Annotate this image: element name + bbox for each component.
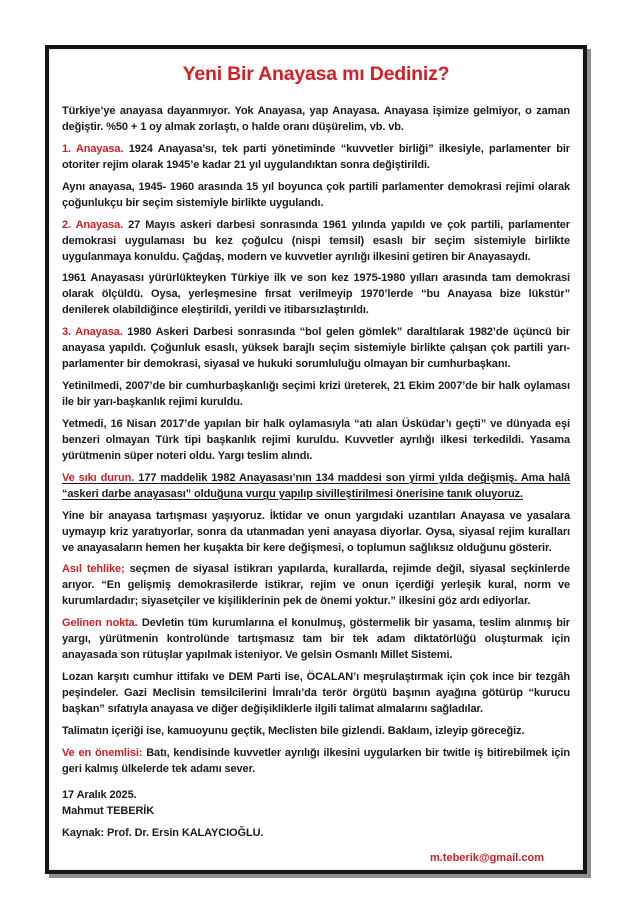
- paragraph-yetmedi: [62, 417, 570, 465]
- paragraph-text: Batı, kendisinde kuvvetler ayrılığı ilkesini uygularken bir twitle iş bitirebilmek için geri kalmış ülkelerde tek adamı sever.: [62, 746, 570, 775]
- paragraph-lozan-karsiti: [62, 670, 570, 718]
- page-title: Yeni Bir Anayasa mı Dediniz?: [182, 63, 450, 85]
- footer-author: Mahmut TEBERİK: [62, 804, 155, 817]
- footer-email: m.teberik@gmail.com: [429, 851, 544, 864]
- paragraph-lead: 3. Anayasa.: [62, 326, 123, 339]
- paragraph-text: Türkiye’ye anayasa dayanmıyor. Yok Anayasa, yap Anayasa. Anayasa işimize gelmiyor, o zaman değiştir. %50 + 1 oy almak zorlaştı, o halde oranı düşürelim, vb. vb.: [62, 105, 570, 133]
- paragraph-yetinilmedi: [62, 379, 570, 411]
- paragraph-text: 1924 Anayasa’sı, tek parti yönetiminde “kuvvetler birliği” ilkesiyle, parlamenter bir otoriter rejim olarak 1945’e kadar 21 yıl uygulandıktan sonra değiştirildi.: [62, 142, 570, 171]
- paragraph-text: Aynı anayasa, 1945- 1960 arasında 15 yıl boyunca çok partili parlamenter demokrasi rejimi olarak çoğunlukçu bir seçim sistemiyle birlikte uygulandı.: [62, 180, 570, 209]
- footer-source: Kaynak: Prof. Dr. Ersin KALAYCIOĞLU.: [62, 826, 264, 839]
- paragraph-text: Yetinilmedi, 2007’de bir cumhurbaşkanlığı seçimi krizi üreterek, 21 Ekim 2007’de bir halk oylaması ile bir yarı-başkanlık rejimi kuruldu.: [62, 380, 570, 408]
- footer-date: 17 Aralık 2025.: [62, 788, 137, 801]
- paragraph-yine-bir-anayasa: [62, 509, 570, 557]
- paragraph-anayasa-1: [62, 142, 570, 174]
- paragraph-gelinen-nokta: [62, 616, 570, 664]
- paragraph-lead: Asıl tehlike;: [62, 563, 125, 576]
- paragraph-lead: Gelinen nokta.: [62, 617, 138, 630]
- paragraph-ve-siki-durun: [62, 471, 570, 503]
- paragraph-1961-anayasasi: [62, 271, 570, 319]
- document-page: [45, 45, 587, 874]
- paragraph-text: Talimatın içeriği ise, kamuoyunu geçtik, Meclisten bile gizlendi. Baklaım, izleyip göreceğiz.: [62, 724, 525, 737]
- paragraph-text: Devletin tüm kurumlarına el konulmuş, göstermelik bir yasama, teslim alınmış bir yargı, yürütmenin kontrolünde tartışmasız tam bir tek adam diktatörlüğü oluşturmak için anayasada son rütuşlar yapılmak isteniyor. Ve gelsin Osmanlı Millet Sistemi.: [62, 617, 570, 662]
- paragraph-asil-tehlike: [62, 562, 570, 610]
- paragraph-text: Lozan karşıtı cumhur ittifakı ve DEM Parti ise, ÖCALAN’ı meşrulaştırmak için çok ince bir tezgâh peşindeler. Gazi Meclisin temsilcilerini İmralı’da terör örgütü başının ayağına götürüp “kurucu başkan” sıfatıyla anayasa ve diğer değişikliklerle ilgili talimat almalarını sağladılar.: [62, 671, 570, 715]
- paragraph-talimatin-icerigi: [62, 724, 570, 740]
- paragraph-lead: 1. Anayasa.: [62, 142, 124, 155]
- paragraph-text: Yetmedi, 16 Nisan 2017’de yapılan bir halk oylamasıyla “atı alan Üsküdar’ı geçti” ve dünyada eşi benzeri olmayan Türk tipi başkanlık rejimi kuruldu. Kuvvetler ayrılığı ilkesi terkedildi. Yasama yürütmenin süper noteri oldu. Yargı teslim alındı.: [62, 417, 570, 462]
- paragraph-ayni-anayasa: [62, 180, 570, 212]
- paragraph-text: Yine bir anayasa tartışması yaşıyoruz. İktidar ve onun yargıdaki uzantıları Anayasa ve yasalara uymayıp kriz yaratıyorlar, sonra da utanmadan yeni anayasa diyorlar. Oysa, siyasal rejim kuralları ve anayasaların hemen her kuşakta bir kere değişmesi, o toplumun sağlıksız olduğunu gösterir.: [62, 509, 570, 554]
- paragraph-lead: 2. Anayasa.: [62, 218, 124, 231]
- paragraph-text: 177 maddelik 1982 Anayasası’nın 134 maddesi son yirmi yılda değişmiş. Ama halâ “askeri darbe anayasası” olduğuna vurgu yapılıp sivilleştirilmesi önerisine tanık oluyoruz.: [62, 471, 570, 500]
- paragraph-text: 27 Mayıs askeri darbesi sonrasında 1961 yılında yapıldı ve çok partili, parlamenter demokrasi uygulaması bu kez çoğulcu (nispi temsil) esaslı bir seçim sistemiyle birlikte uygulanmaya konuldu. Çağdaş, modern ve kuvvetler ayrılığı ilkesini getiren bir Anayasaydı.: [62, 218, 570, 263]
- paragraph-text: seçmen de siyasal istikrarı yapılarda, kurallarda, rejimde değil, siyasal seçkinlerde arıyor. “En gelişmiş demokrasilerde istikrar, rejim ve onun içerdiği yerleşik kural, norm ve kurumlardadır; siyasetçiler ve kişiliklerinin pek de önemi yoktur.” ilkesini göz ardı ediyorlar.: [62, 563, 570, 608]
- paragraph-ve-en-onemlisi: [62, 746, 570, 778]
- paragraph-anayasa-3: [62, 325, 570, 373]
- paragraph-text: 1961 Anayasası yürürlükteyken Türkiye ilk ve son kez 1975-1980 yılları arasında tam demokrasi olarak ölçüldü. Oysa, yerleşmesine fırsat verilmeyip 1970’lerde “bu Anayasa bize lükstür” denilerek olabildiğince eleştirildi, yerildi ve itibarsızlaştırıldı.: [62, 272, 570, 317]
- paragraph-lead: Ve en önemlisi:: [62, 746, 143, 759]
- paragraph-lead: Ve sıkı durun.: [62, 471, 135, 484]
- footer: [62, 788, 570, 864]
- paragraph-text: 1980 Askeri Darbesi sonrasında “bol gelen gömlek” daraltılarak 1982’de üçüncü bir anayasa yapıldı. Çoğunluk esaslı, yüksek barajlı seçim sistemiyle birlikte çalışan çok partili yarı-parlamenter bir demokrasi, siyasal ve hukuki sorumluluğu olmayan bir cumhurbaşkanı.: [62, 326, 570, 371]
- paragraph-anayasa-2: [62, 218, 570, 266]
- paragraph-intro: [62, 104, 570, 136]
